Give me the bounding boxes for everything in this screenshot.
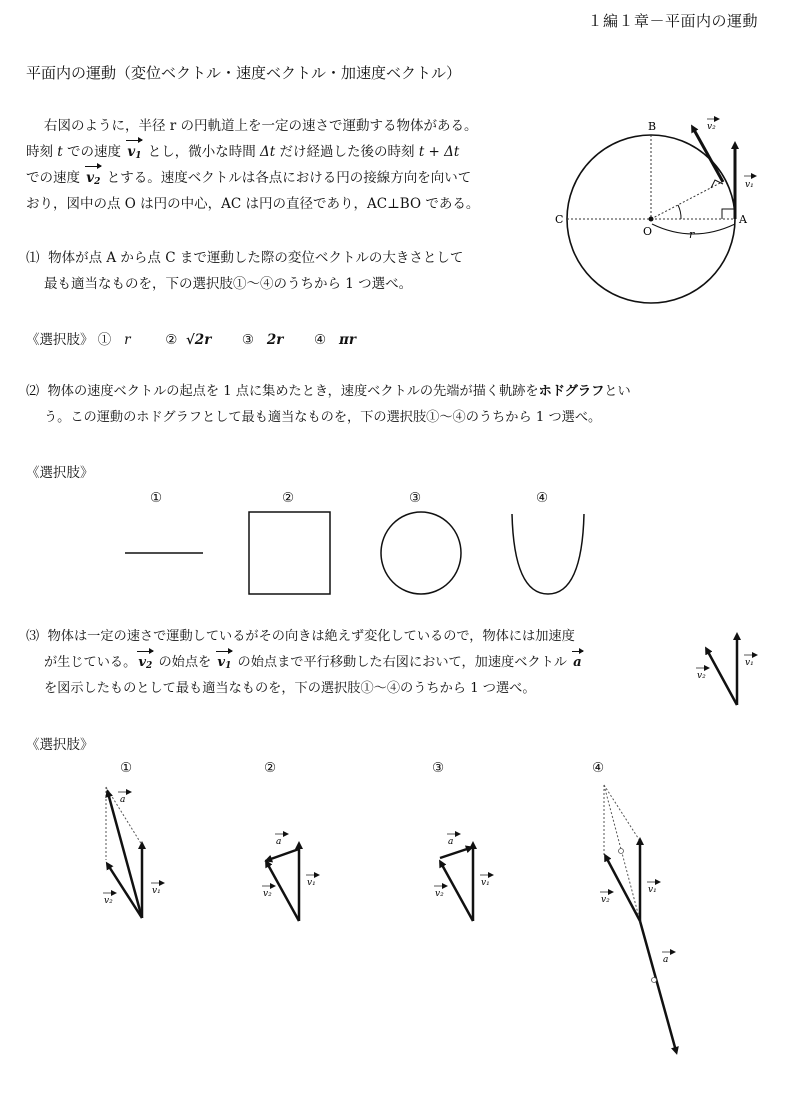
label-v1: v₁ (648, 885, 657, 895)
label-a: A (739, 213, 747, 226)
var-t-dt: t + Δt (418, 144, 460, 160)
q1-choice-2[interactable] (165, 332, 211, 348)
sub: 1 (225, 661, 232, 671)
q1-choices (26, 327, 356, 353)
text: の始点まで平行移動した右図において，加速度ベクトル (233, 655, 572, 670)
a-arrow (640, 921, 676, 1051)
sub: 1 (135, 151, 142, 161)
choice-mark: ③ (241, 332, 255, 348)
choice-mark: ② (165, 332, 178, 348)
q2-text: 物体の速度ベクトルの起点を 1 点に集めたとき，速度ベクトルの先端が描く軌跡を (47, 384, 539, 399)
hodograph-term: ホドグラフ (538, 384, 605, 399)
q1-text: 物体が点 A から点 C まで運動した際の変位ベクトルの大きさとして (48, 250, 464, 266)
acceleration-choices (0, 775, 790, 1065)
text: の始点を (154, 655, 216, 670)
v2-arrow (707, 650, 737, 705)
label-v1: v₁ (307, 878, 316, 888)
q2-line-1 (26, 379, 631, 405)
choice-value: r (124, 332, 131, 348)
label-c: C (555, 213, 564, 226)
text: とし，微小な時間 (143, 144, 261, 160)
var-t: t (57, 144, 63, 160)
v: v (127, 144, 136, 160)
q3-line-1 (26, 624, 575, 650)
choice-value: √2r (185, 332, 212, 348)
q3-choice-4-figure[interactable] (600, 785, 676, 1051)
label-a: a (663, 955, 669, 965)
sub: 2 (145, 661, 153, 671)
label-v2: v₂ (707, 122, 716, 132)
text: での速度 (62, 144, 126, 160)
vector-v2 (136, 650, 154, 679)
choices-label: 《選択肢》 (26, 332, 94, 348)
choice-mark: ① (97, 332, 112, 348)
vector-a (571, 650, 584, 676)
v2-arrow (267, 863, 299, 921)
q3-choice-1-figure[interactable] (103, 787, 164, 918)
q2-choice-2-mark: ② (282, 490, 295, 506)
intro-line-1: 右図のように，半径 r の円軌道上を一定の速さで運動する物体がある。 (44, 118, 478, 134)
v2-arrow (441, 863, 473, 921)
v: v (217, 655, 226, 670)
a-arrow (108, 793, 142, 918)
angle-arc (678, 205, 681, 219)
label-v2: v₂ (263, 889, 272, 899)
q2-choice-3-mark: ③ (409, 490, 422, 506)
q2-choices-label: 《選択肢》 (26, 465, 94, 481)
q3-number: ⑶ (26, 629, 40, 644)
q3-vector-figure (685, 620, 775, 710)
q2-line-2: う。この運動のホドグラフとして最も適当なものを，下の選択肢①～④のうちから 1 つ選べ。 (44, 410, 602, 425)
q3-choice-3-mark: ③ (432, 760, 445, 776)
text: だけ経過した後の時刻 (275, 144, 419, 160)
v2-arrow (606, 857, 640, 921)
label-a: a (120, 795, 126, 805)
chapter-header: １編１章－平面内の運動 (587, 12, 758, 30)
sub: 2 (94, 177, 101, 187)
q3-line-2 (44, 650, 584, 679)
text: 時刻 (26, 144, 58, 160)
label-v1: v₁ (745, 658, 754, 668)
vector-v1 (215, 650, 233, 679)
center-point (649, 217, 654, 222)
label-v1: v₁ (481, 878, 490, 888)
q3-choice-2-mark: ② (264, 760, 277, 776)
label-a: a (448, 837, 454, 847)
q3-choices-label: 《選択肢》 (26, 737, 94, 753)
text: が生じている。 (44, 655, 137, 670)
text: とする。速度ベクトルは各点における円の接線方向を向いて (102, 170, 472, 186)
q3-choice-2-figure[interactable] (262, 834, 319, 921)
a-arrow (268, 849, 299, 860)
q2-choice-1-mark: ① (150, 490, 163, 506)
q3-choice-3-figure[interactable] (434, 834, 493, 921)
v2-arrow (693, 128, 723, 182)
right-angle-a (722, 209, 735, 219)
q2-text: とい (604, 384, 631, 399)
a-arrow (440, 848, 470, 858)
q3-choice-4-mark: ④ (592, 760, 605, 776)
q1-number: ⑴ (26, 250, 40, 266)
label-v2: v₂ (104, 896, 113, 906)
label-v2: v₂ (601, 895, 610, 905)
v2-arrow (108, 865, 142, 918)
text: での速度 (26, 170, 85, 186)
label-v1: v₁ (745, 180, 754, 190)
label-v2: v₂ (697, 671, 706, 681)
q3-text: 物体は一定の速さで運動しているがその向きは絶えず変化しているので，物体には加速度 (47, 629, 575, 644)
label-v2: v₂ (435, 889, 444, 899)
v: v (138, 655, 146, 670)
v: v (86, 170, 95, 186)
choice-mark: ④ (314, 332, 327, 348)
hodograph-choices (110, 510, 610, 600)
choice-3-circle[interactable] (381, 512, 461, 594)
page-title: 平面内の運動（変位ベクトル・速度ベクトル・加速度ベクトル） (26, 64, 462, 82)
intro-line-4: おり，図中の点 O は円の中心，AC は円の直径であり，AC⊥BO である。 (26, 196, 480, 212)
label-b: B (648, 120, 657, 133)
choice-value: 2r (266, 332, 284, 348)
q3-line-3: を図示したものとして最も適当なものを，下の選択肢①～④のうちから 1 つ選べ。 (44, 681, 536, 696)
q2-choice-4-mark: ④ (536, 490, 549, 506)
label-r: r (689, 228, 695, 241)
var-dt: Δt (260, 144, 276, 160)
a: a (573, 655, 582, 670)
circle-motion-figure (555, 110, 770, 315)
q1-choice-1[interactable] (98, 332, 131, 348)
q3-choice-1-mark: ① (120, 760, 133, 776)
choice-4-parabola[interactable] (512, 514, 584, 594)
label-o: O (643, 225, 653, 238)
q1-choice-3[interactable] (242, 332, 284, 348)
label-v1: v₁ (152, 886, 161, 896)
choice-value: πr (339, 332, 356, 348)
q1-line-2: 最も適当なものを，下の選択肢①～④のうちから 1 つ選べ。 (44, 276, 413, 292)
q2-number: ⑵ (26, 384, 40, 399)
q1-line-1 (26, 245, 463, 271)
label-a: a (276, 837, 282, 847)
q1-choice-4[interactable] (314, 332, 356, 348)
choice-2-square[interactable] (249, 512, 330, 594)
